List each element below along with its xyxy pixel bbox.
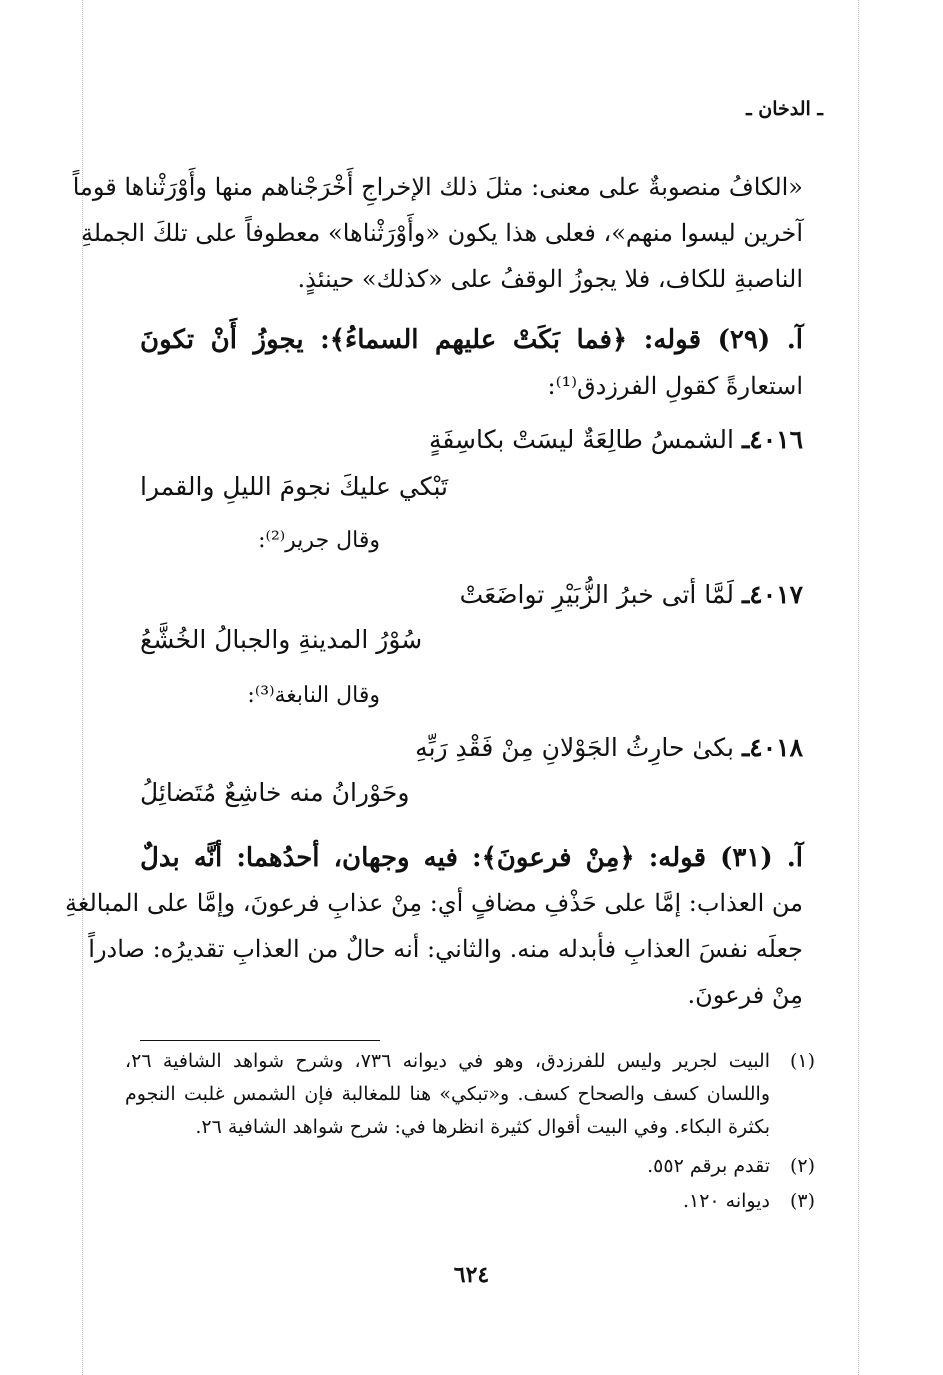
ayah-31-line-3: جعلَه نفسَ العذابِ فأبدله منه. والثاني: أنه حالٌ من العذابِ تقديرُه: صادراً <box>88 935 803 963</box>
verse-number: ٤٠١٨ـ <box>741 733 803 762</box>
ayah-29-line-2: استعارةً كقولِ الفرزدق⁽¹⁾: <box>547 372 803 400</box>
margin-guide-right <box>858 0 859 1375</box>
footnote-text: ديوانه ١٢٠. <box>682 1190 770 1212</box>
footnote-1-cont <box>125 1116 815 1146</box>
verse-hemistich: لَمَّا أتى خبرُ الزُّبَيْرِ تواضَعَتْ <box>459 580 734 609</box>
verse-number: ٤٠١٦ـ <box>741 425 803 454</box>
verse-4018-second: وحَوْرانُ منه خاشِعٌ مُتَضائِلُ <box>140 778 410 807</box>
intro-nabigha: وقال النابغة⁽³⁾: <box>247 683 380 708</box>
ayah-31-heading: آ. (٣١) قوله: ﴿مِنْ فرعونَ﴾: فيه وجهان، أحدُهما: أنَّه بدلٌ <box>140 843 803 873</box>
ayah-29-heading: آ. (٢٩) قوله: ﴿فما بَكَتْ عليهم السماءُ﴾: يجوزُ أَنْ تكونَ <box>140 325 803 355</box>
margin-guide-left <box>82 0 83 1375</box>
footnote-number: (١) <box>789 1050 815 1072</box>
footnote-2 <box>125 1155 815 1185</box>
verse-4017-first <box>460 580 803 609</box>
footnote-1 <box>125 1050 815 1080</box>
footnote-text: تقدم برقم ٥٥٢. <box>647 1155 770 1177</box>
verse-4016-second: تَبْكي عليكَ نجومَ الليلِ والقمرا <box>140 472 449 501</box>
footnote-separator <box>140 1040 380 1041</box>
footnote-text: بكثرة البكاء. وفي البيت أقوال كثيرة انظرها في: شرح شواهد الشافية ٢٦. <box>195 1116 770 1138</box>
verse-number: ٤٠١٧ـ <box>741 580 803 609</box>
footnote-number: (٢) <box>789 1155 815 1177</box>
verse-4016-first <box>429 425 803 454</box>
intro-jarir: وقال جرير⁽²⁾: <box>258 528 380 553</box>
ayah-31-line-4: مِنْ فرعونَ. <box>687 981 803 1009</box>
ayah-31-line-2: من العذاب: إمَّا على حَذْفِ مضافٍ أي: مِنْ عذابِ فرعونَ، وإمَّا على المبالغةِ <box>65 889 803 917</box>
para1-line-3: الناصبةِ للكاف، فلا يجوزُ الوقفُ على «كذلك» حينئذٍ. <box>297 265 803 293</box>
running-header: ـ الدخان ـ <box>746 98 823 120</box>
verse-4017-second: سُوْرُ المدينةِ والجبالُ الخُشَّعُ <box>140 625 423 654</box>
verse-4018-first <box>415 733 803 762</box>
footnote-3 <box>125 1190 815 1220</box>
footnote-number: (٣) <box>789 1190 815 1212</box>
verse-hemistich: الشمسُ طالِعَةٌ ليسَتْ بكاسِفَةٍ <box>428 425 734 454</box>
footnote-1-cont <box>125 1083 815 1113</box>
page-number: ٦٢٤ <box>453 1262 490 1288</box>
footnote-text: البيت لجرير وليس للفرزدق، وهو في ديوانه ٧٣٦، وشرح شواهد الشافية ٢٦، <box>125 1050 770 1072</box>
footnote-text: واللسان كسف والصحاح كسف. و«تبكي» هنا للمغالبة فإن الشمس غلبت النجوم <box>125 1083 770 1105</box>
para1-line-2: آخرين ليسوا منهم»، فعلى هذا يكون «وأَوْرَثْناها» معطوفاً على تلكَ الجملةِ <box>80 219 803 247</box>
para1-line-1: «الكافُ منصوبةٌ على معنى: مثلَ ذلك الإخراجِ أَخْرَجْناهم منها وأَوْرَثْناها قوماً <box>72 173 803 201</box>
verse-hemistich: بكىٰ حارِثُ الجَوْلانِ مِنْ فَقْدِ رَبِّهِ <box>415 733 734 762</box>
